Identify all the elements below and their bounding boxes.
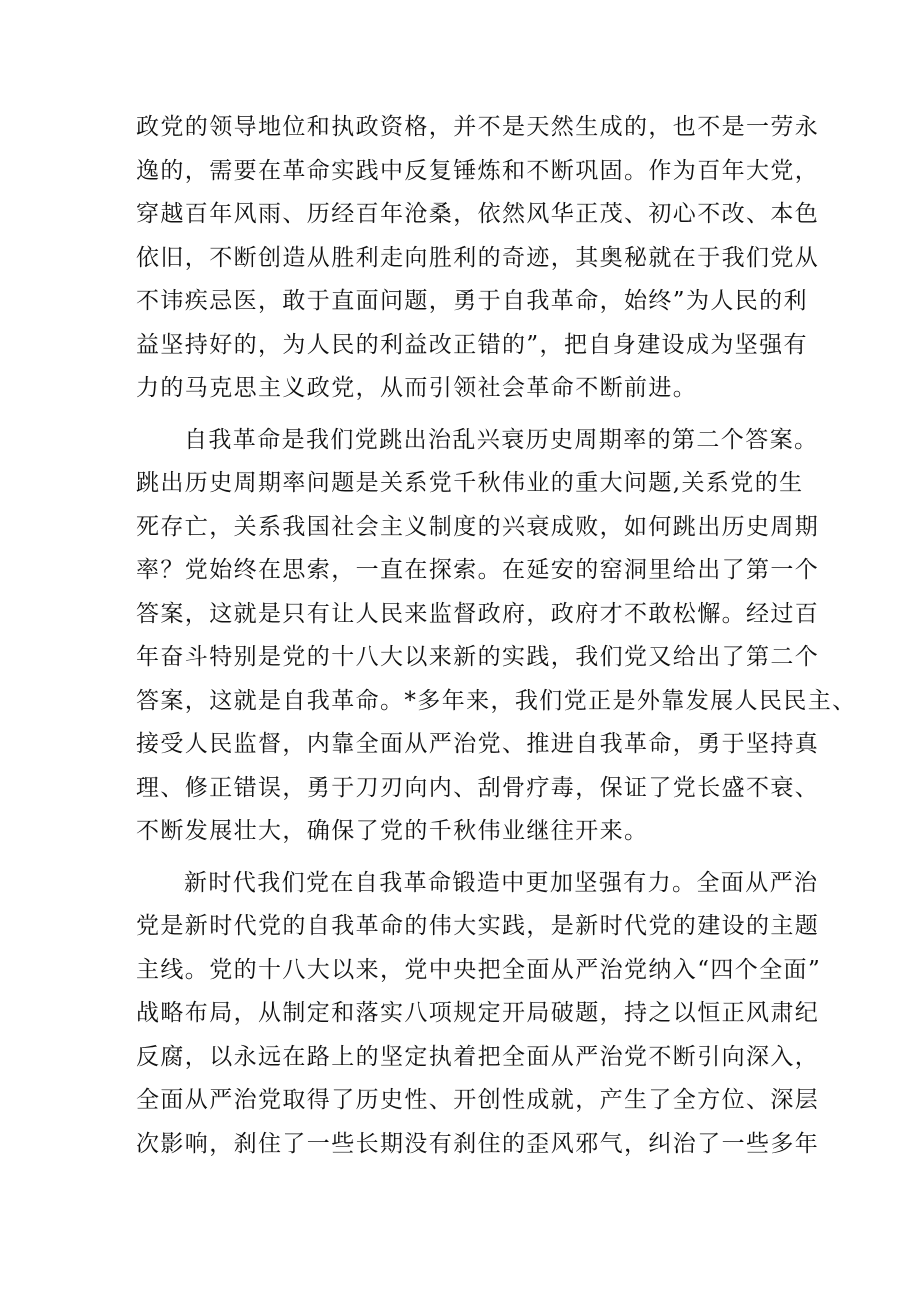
text-line: 党是新时代党的自我革命的伟大实践，是新时代党的建设的主题 [136, 913, 820, 939]
body-text [136, 106, 857, 1166]
paragraph-2 [136, 419, 857, 854]
text-line: 年奋斗特别是党的十八大以来新的实践，我们党又给出了第二个 [136, 644, 820, 670]
text-line: 反腐，以永远在路上的坚定执着把全面从严治党不断引向深入， [136, 1043, 820, 1070]
text-line: 战略布局，从制定和落实八项规定开局破题，持之以恒正风肃纪 [136, 1000, 820, 1026]
text-line: 力的马克思主义政党，从而引领社会革命不断前进。 [136, 375, 698, 401]
text-line: 理、修正错误，勇于刀刃向内、刮骨疗毒，保证了党长盛不衰、 [136, 774, 820, 801]
text-line: 答案，这就是自我革命。*多年来，我们党正是外靠发展人民民主、 [136, 687, 857, 714]
text-line: 依旧，不断创造从胜利走向胜利的奇迹，其奥秘就在于我们党从 [136, 244, 820, 271]
text-line: 不断发展壮大，确保了党的千秋伟业继往开来。 [136, 818, 649, 844]
text-line: 接受人民监督，内靠全面从严治党、推进自我革命，勇于坚持真 [136, 731, 820, 757]
text-line: 益坚持好的，为人民的利益改正错的”，把自身建设成为坚强有 [136, 331, 808, 358]
text-line: 穿越百年风雨、历经百年沧桑，依然风华正茂、初心不改、本色 [136, 201, 820, 227]
text-line: 政党的领导地位和执政资格，并不是天然生成的，也不是一劳永 [136, 114, 820, 140]
text-line: 不讳疾忌医，敢于直面问题，勇于自我革命，始终”为人民的利 [136, 288, 808, 314]
text-line: 全面从严治党取得了历史性、开创性成就，产生了全方位、深层 [136, 1087, 820, 1113]
text-line: 逸的，需要在革命实践中反复锤炼和不断巩固。作为百年大党， [136, 157, 820, 184]
text-line: 主线。党的十八大以来，党中央把全面从严治党纳入“四个全面” [136, 956, 822, 983]
paragraph-1 [136, 106, 820, 411]
text-line: 死存亡，关系我国社会主义制度的兴衰成败，如何跳出历史周期 [136, 513, 820, 540]
text-line: 率？党始终在思索，一直在探索。在延安的窑洞里给出了第一个 [136, 557, 820, 583]
text-line: 次影响，刹住了一些长期没有刹住的歪风邪气，纠治了一些多年 [136, 1130, 820, 1157]
text-line: 跳出历史周期率问题是关系党千秋伟业的重大问题,关系党的生 [136, 470, 804, 496]
paragraph-3 [136, 862, 822, 1167]
text-line: 新时代我们党在自我革命锻造中更加坚强有力。全面从严治 [184, 869, 819, 896]
text-line: 自我革命是我们党跳出治乱兴衰历史周期率的第二个答案。 [184, 426, 819, 453]
text-line: 答案，这就是只有让人民来监督政府，政府才不敢松懈。经过百 [136, 600, 820, 627]
